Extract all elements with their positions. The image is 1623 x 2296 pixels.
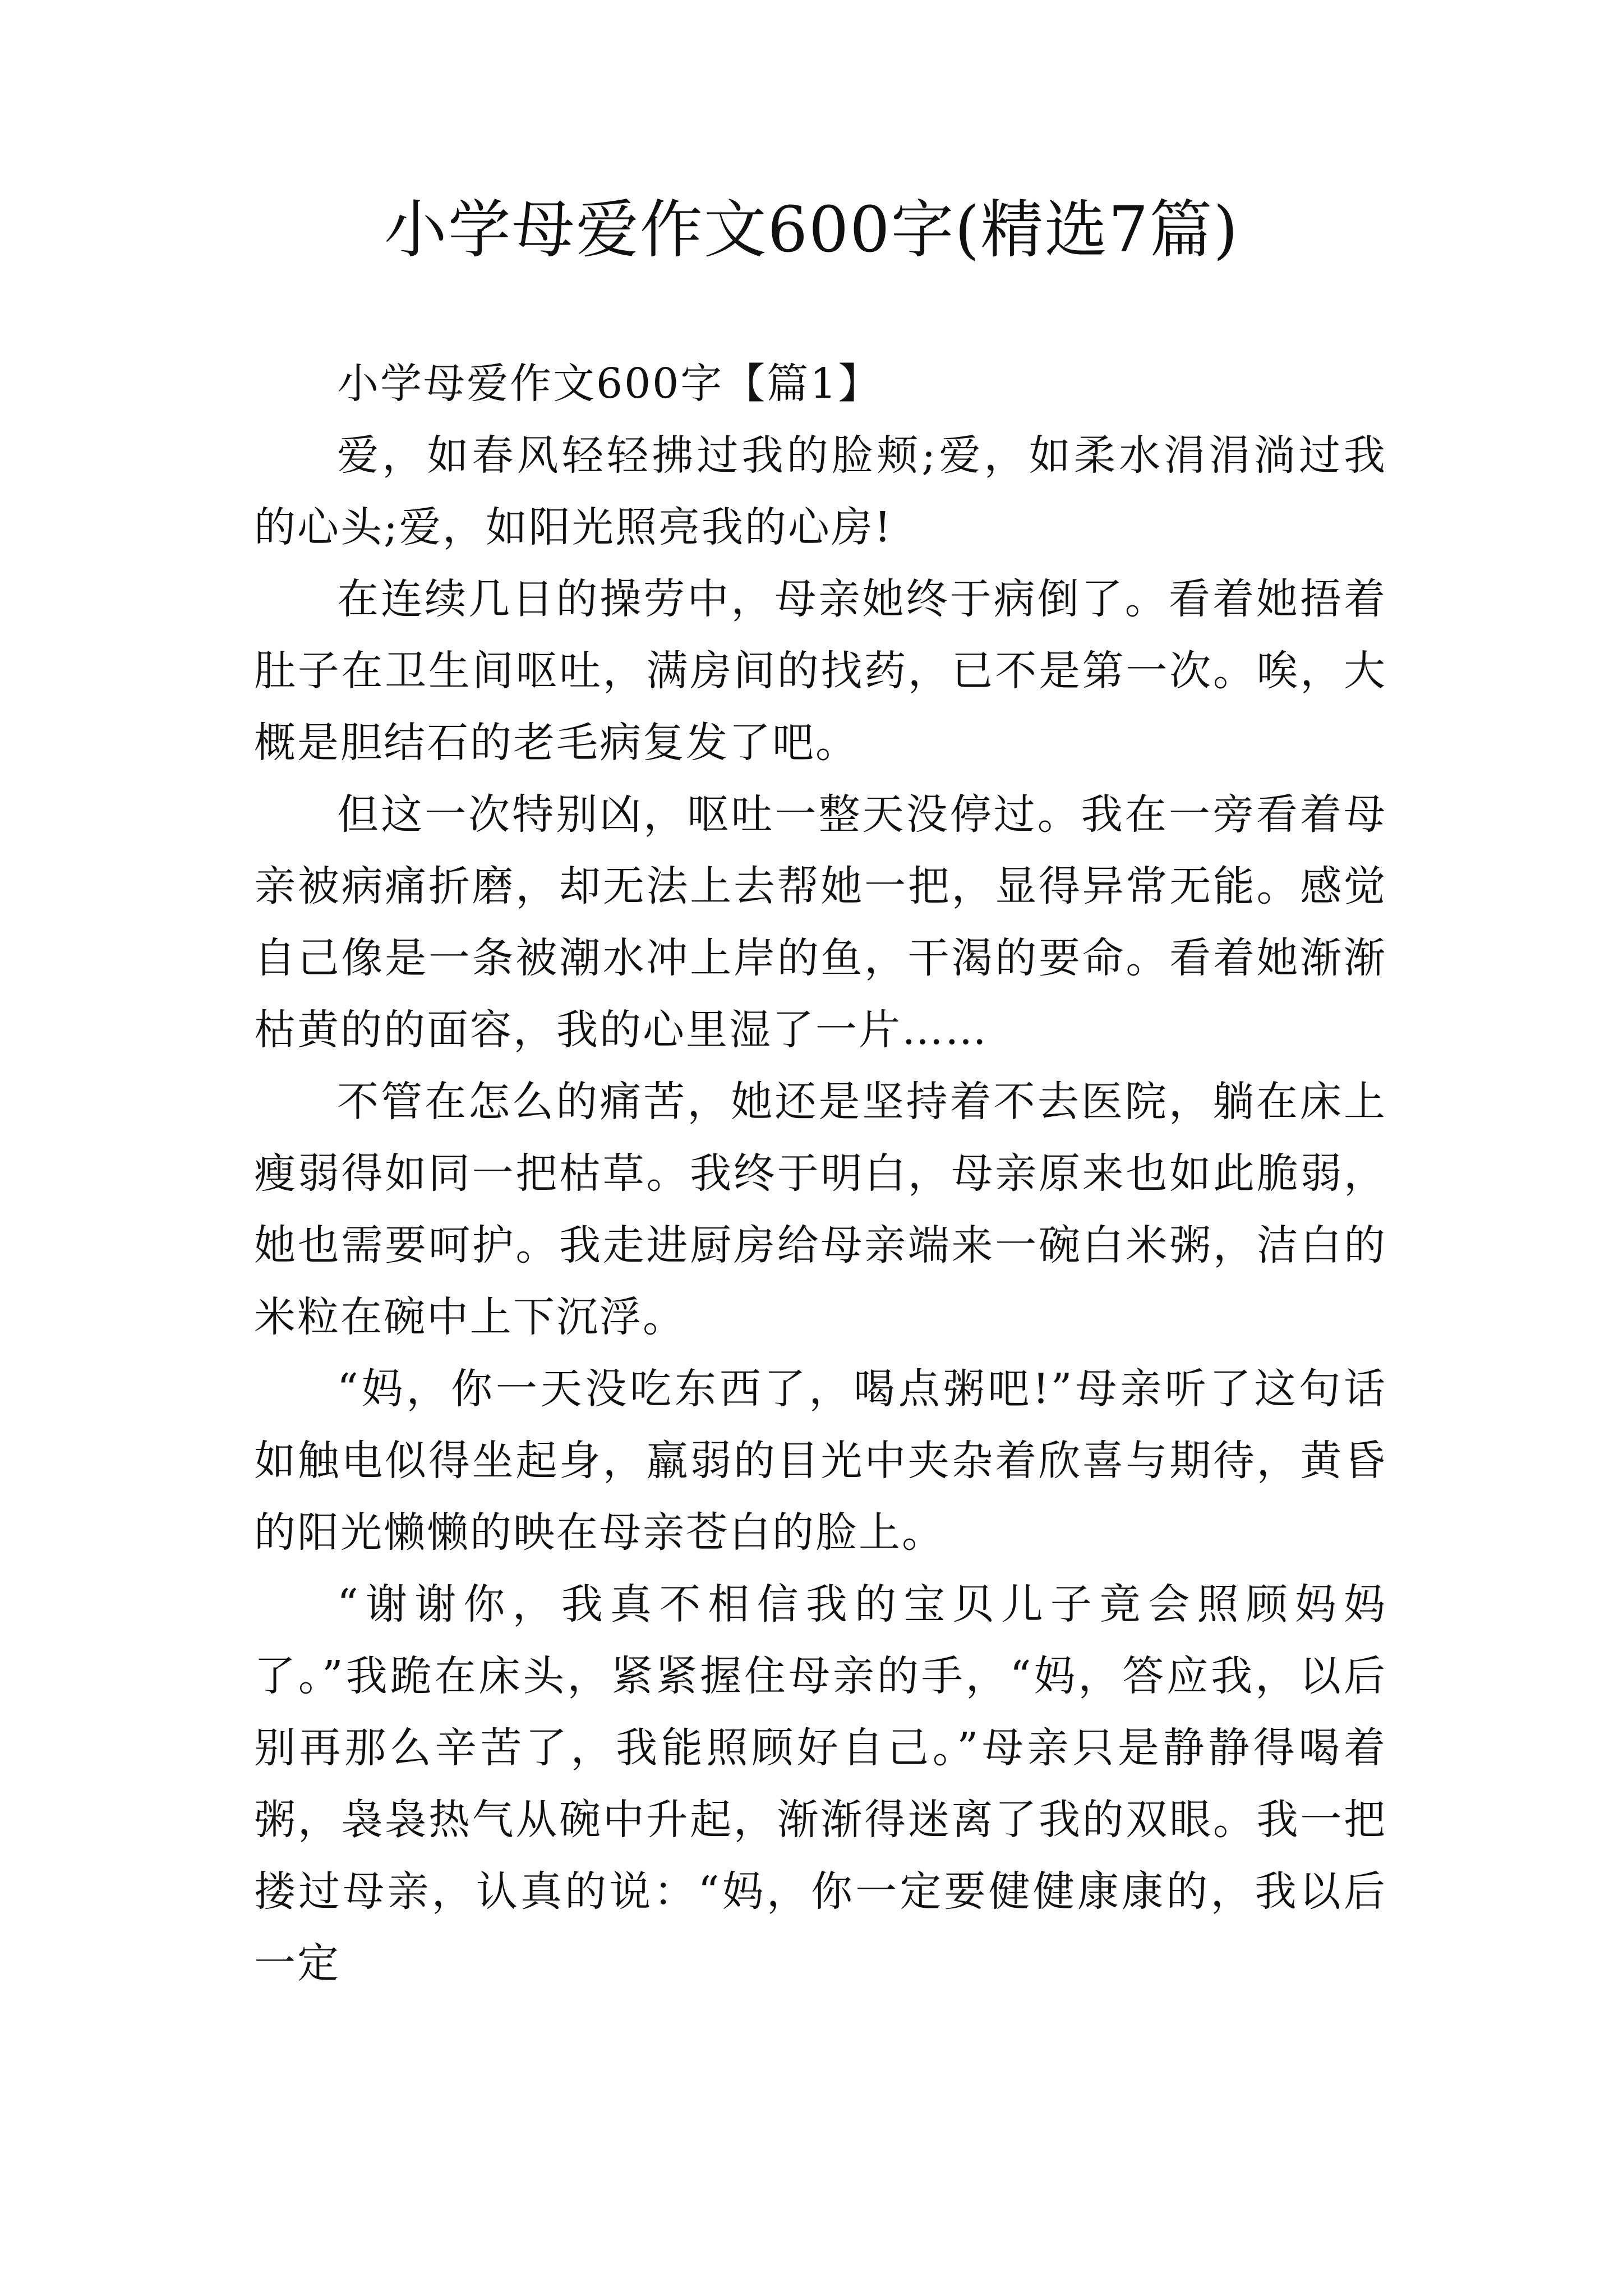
- paragraph-2: 在连续几日的操劳中，母亲她终于病倒了。看着她捂着肚子在卫生间呕吐，满房间的找药，已不是第一次。唉，大概是胆结石的老毛病复发了吧。: [254, 575, 1387, 767]
- section-heading: 小学母爱作文600字【篇1】: [337, 360, 882, 408]
- paragraph-3: 但这一次特别凶，呕吐一整天没停过。我在一旁看着母亲被病痛折磨，却无法上去帮她一把，显得异常无能。感觉自己像是一条被潮水冲上岸的鱼，干渴的要命。看着她渐渐枯黄的的面容，我的心里湿了一片……: [254, 790, 1387, 1054]
- paragraph-1: 爱，如春风轻轻拂过我的脸颊;爱，如柔水涓涓淌过我的心头;爱，如阳光照亮我的心房!: [254, 431, 1387, 551]
- paragraph-4: 不管在怎么的痛苦，她还是坚持着不去医院，躺在床上瘦弱得如同一把枯草。我终于明白，母亲原来也如此脆弱，她也需要呵护。我走进厨房给母亲端来一碗白米粥，洁白的米粒在碗中上下沉浮。: [254, 1078, 1387, 1341]
- paragraph-6: “谢谢你，我真不相信我的宝贝儿子竟会照顾妈妈了。”我跪在床头，紧紧握住母亲的手，“妈，答应我，以后别再那么辛苦了，我能照顾好自己。”母亲只是静静得喝着粥，袅袅热气从碗中升起，渐渐得迷离了我的双眼。我一把搂过母亲，认真的说：“妈，你一定要健健康康的，我以后一定: [254, 1580, 1387, 1987]
- paragraph-5: “妈，你一天没吃东西了，喝点粥吧!”母亲听了这句话如触电似得坐起身，羸弱的目光中夹杂着欣喜与期待，黄昏的阳光懒懒的映在母亲苍白的脸上。: [254, 1365, 1387, 1557]
- document-title: 小学母爱作文600字(精选7篇): [384, 194, 1239, 266]
- document-body: [254, 348, 1387, 1999]
